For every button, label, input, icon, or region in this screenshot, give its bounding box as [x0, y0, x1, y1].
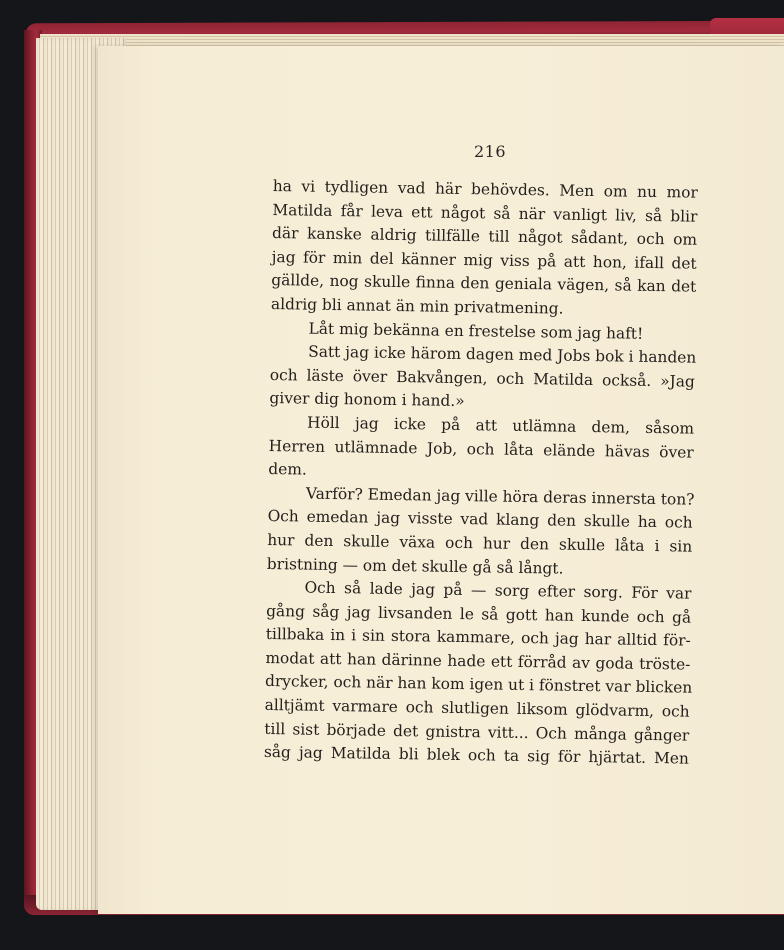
text-line: aldrig bli annat än min privatmening. [270, 294, 564, 318]
text-line: hur den skulle växa och hur den skulle låta i sin [267, 530, 693, 556]
text-line: bristning — om det skulle gå så långt. [266, 554, 564, 578]
text-line: Och så lade jag på — sorg efter sorg. För var [304, 578, 692, 603]
text-line: och läste över Bakvången, och Matilda också. »Jag [269, 365, 695, 391]
text-line: giver dig honom i hand.» [269, 389, 465, 411]
text-line: Varför? Emedan jag ville höra deras innersta ton? [305, 484, 695, 509]
text-line: ha vi tydligen vad här behövdes. Men om nu mor [272, 176, 698, 202]
page-number: 216 [473, 142, 507, 161]
text-line: Låt mig bekänna en frestelse som jag haft! [308, 319, 644, 343]
text-line: drycker, och när han kom igen ut i fönstret var blicken [264, 672, 693, 698]
text-line: Matilda får leva ett något så när vanligt liv, så blir [272, 200, 698, 226]
text-line: dem. [268, 460, 307, 479]
text-line: tillbaka in i sin stora kammare, och jag har alltid för- [265, 625, 691, 650]
text-line: gång såg jag livsanden le så gott han kunde och gå [266, 601, 692, 627]
text-line: Och emedan jag visste vad klang den skulle ha och [267, 507, 693, 532]
text-line: jag för min del känner mig viss på att hon, ifall det [271, 247, 697, 273]
text-line: Satt jag icke härom dagen med Jobs bok i handen [308, 342, 697, 367]
text-line: modat att han därinne hade ett förråd av goda tröste- [265, 648, 691, 674]
text-line: till sist började det gnistra vitt... Och många gånger [264, 719, 690, 745]
text-line: alltjämt varmare och slutligen liksom glödvarm, och [264, 695, 690, 721]
text-line: Höll jag icke på att utlämna dem, såsom [306, 413, 695, 438]
text-line: Herren utlämnade Job, och låta elände hävas över [268, 436, 694, 462]
text-line: gällde, nog skulle finna den geniala vägen, så kan det [271, 271, 697, 297]
text-line: där kanske aldrig tillfälle till något sådant, och om [271, 224, 698, 249]
page-body-text [264, 175, 698, 771]
text-line: såg jag Matilda bli blek och ta sig för hjärtat. Men [263, 743, 690, 768]
